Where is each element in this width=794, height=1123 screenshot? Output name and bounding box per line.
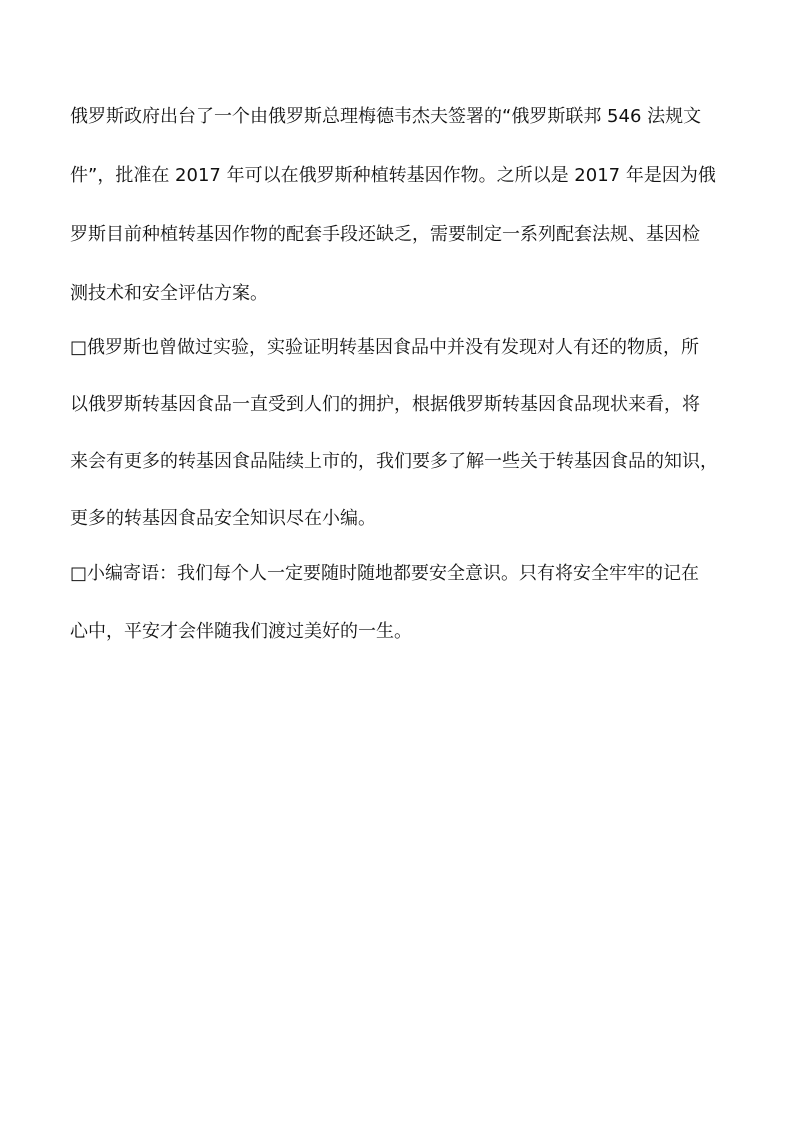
text-line: 来会有更多的转基因食品陆续上市的，我们要多了解一些关于转基因食品的知识， (70, 451, 718, 472)
paragraph-experiment (70, 329, 730, 538)
text-line: 更多的转基因食品安全知识尽在小编。 (70, 508, 376, 529)
text-line: □小编寄语：我们每个人一定要随时随地都要安全意识。只有将安全牢牢的记在 (70, 563, 700, 584)
text-line: 俄罗斯政府出台了一个由俄罗斯总理梅德韦杰夫签署的“俄罗斯联邦 546 法规文 (70, 106, 702, 127)
text-line: 以俄罗斯转基因食品一直受到人们的拥护，根据俄罗斯转基因食品现状来看，将 (70, 394, 700, 415)
document-body (70, 98, 730, 651)
text-line: 测技术和安全评估方案。 (70, 283, 268, 304)
text-line: 罗斯目前种植转基因作物的配套手段还缺乏，需要制定一系列配套法规、基因检 (70, 224, 700, 245)
paragraph-russia-gmo-law (70, 98, 730, 313)
text-line: 心中，平安才会伴随我们渡过美好的一生。 (70, 621, 412, 642)
text-line: □俄罗斯也曾做过实验，实验证明转基因食品中并没有发现对人有还的物质，所 (70, 337, 700, 358)
paragraph-editor-note (70, 555, 730, 651)
text-line: 件”，批准在 2017 年可以在俄罗斯种植转基因作物。之所以是 2017 年是因为俄 (70, 165, 716, 186)
